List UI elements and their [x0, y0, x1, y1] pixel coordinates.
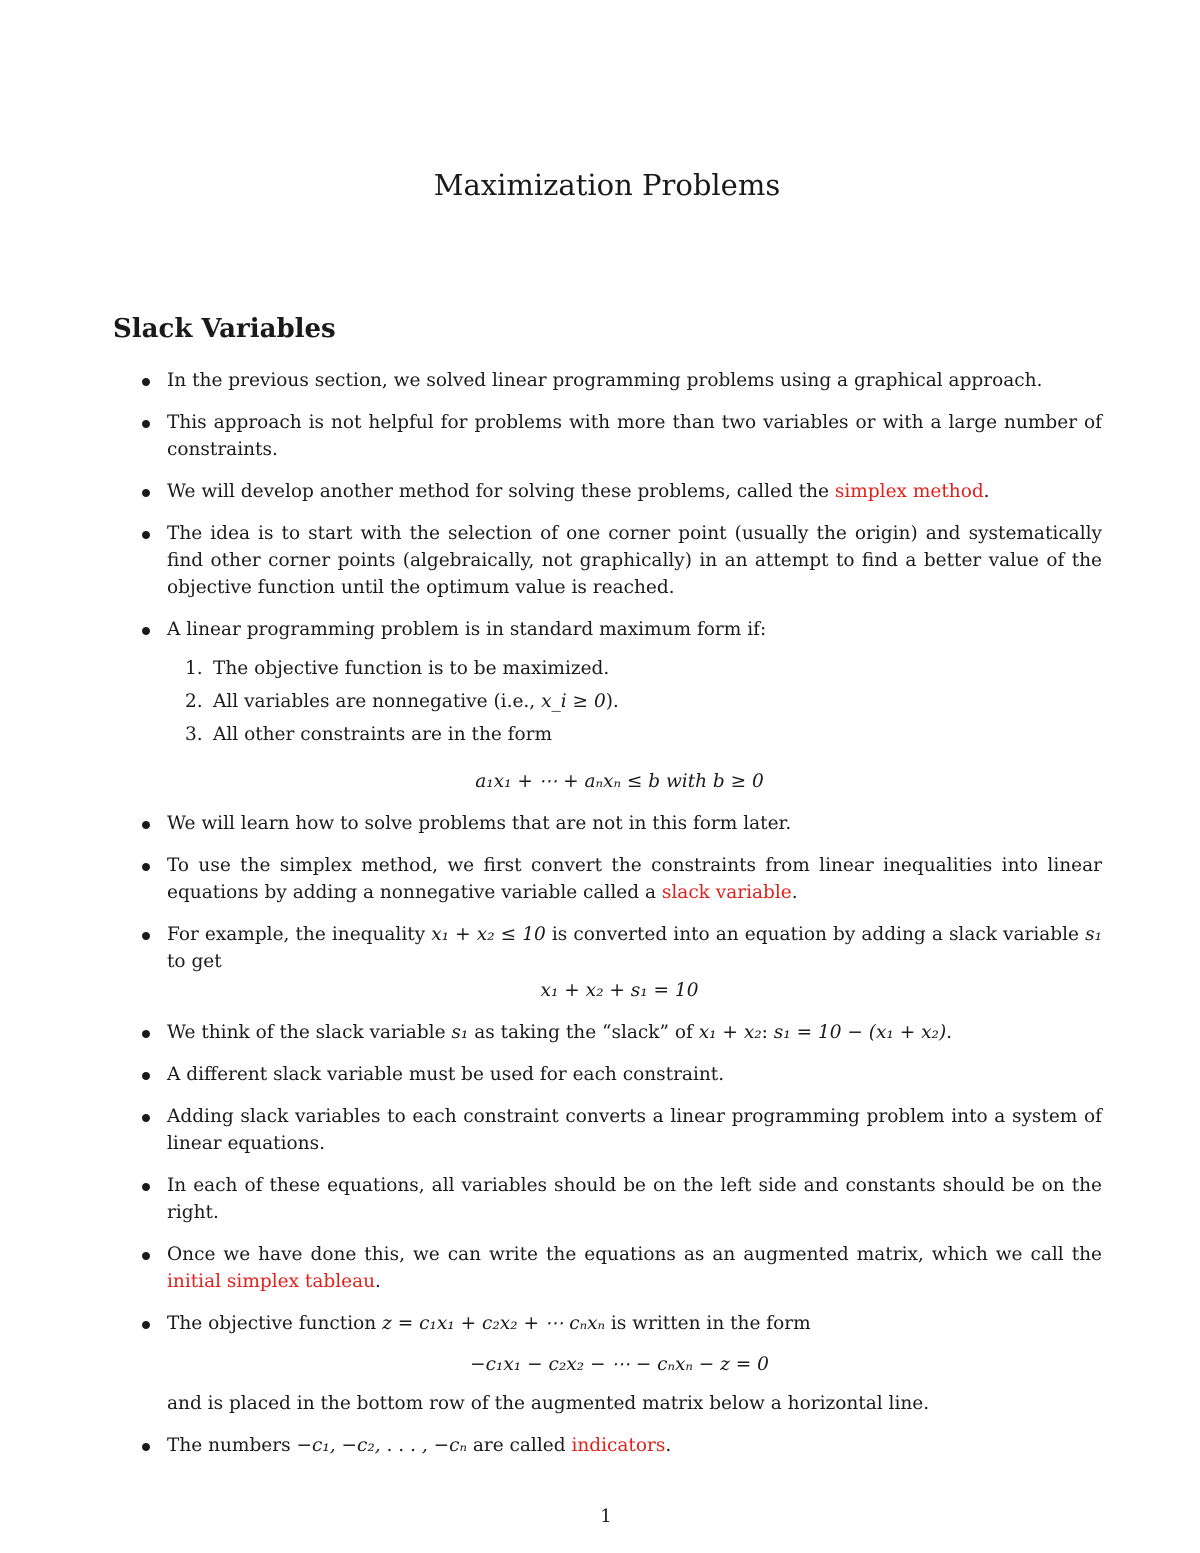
list-item: We will develop another method for solving these problems, called the simplex method. — [138, 478, 1102, 505]
inline-math: z = c₁x₁ + c₂x₂ + ⋯ cₙxₙ — [382, 1313, 606, 1334]
display-equation: x₁ + x₂ + s₁ = 10 — [540, 980, 699, 1001]
term-slack-variable: slack variable — [661, 882, 792, 903]
paragraph-continuation: and is placed in the bottom row of the augmented matrix below a horizontal line. — [167, 1393, 930, 1414]
list-item: The numbers −c₁, −c₂, . . . , −cₙ are called indicators. — [138, 1432, 1102, 1459]
inline-math: s₁ = 10 − (x₁ + x₂) — [773, 1022, 947, 1043]
page-title: Maximization Problems — [433, 168, 781, 202]
list-item: In the previous section, we solved linear programming problems using a graphical approach. — [138, 367, 1102, 394]
inline-math: s₁ — [1085, 924, 1102, 945]
list-item: A different slack variable must be used for each constraint. — [138, 1061, 1102, 1088]
page-number: 1 — [600, 1506, 612, 1527]
term-simplex-method: simplex method — [834, 481, 984, 502]
inline-math: x₁ + x₂ ≤ 10 — [431, 924, 546, 945]
display-equation: a₁x₁ + ⋯ + aₙxₙ ≤ b with b ≥ 0 — [475, 771, 764, 792]
section-heading: Slack Variables — [113, 314, 336, 344]
list-item: The objective function z = c₁x₁ + c₂x₂ + ⋯ cₙxₙ is written in the form −c₁x₁ − c₂x₂ − ⋯ − cₙxₙ − z = 0 and is placed in the bottom row of the augmented matrix below a horizontal line. — [138, 1310, 1102, 1417]
inline-math: x₁ + x₂ — [698, 1022, 762, 1043]
list-item: The idea is to start with the selection of one corner point (usually the origin) and systematically find other corner points (algebraically, not graphically) in an attempt to find a better value of the objective function until the optimum value is reached. — [138, 520, 1102, 601]
list-item: For example, the inequality x₁ + x₂ ≤ 10 is converted into an equation by adding a slack variable s₁ to get x₁ + x₂ + s₁ = 10 — [138, 921, 1102, 1004]
inline-math: s₁ — [451, 1022, 469, 1043]
numbered-list — [167, 655, 1102, 754]
numbered-item: 3. All other constraints are in the form — [185, 724, 553, 745]
term-initial-simplex-tableau: initial simplex tableau — [167, 1271, 376, 1292]
list-item: We think of the slack variable s₁ as taking the “slack” of x₁ + x₂: s₁ = 10 − (x₁ + x₂). — [138, 1019, 1102, 1046]
list-item: In each of these equations, all variables should be on the left side and constants should be on the right. — [138, 1172, 1102, 1226]
numbered-item: 1. The objective function is to be maximized. — [185, 658, 610, 679]
bullet-list — [138, 367, 1102, 1474]
list-item: This approach is not helpful for problems with more than two variables or with a large number of constraints. — [138, 409, 1102, 463]
list-item: Adding slack variables to each constraint converts a linear programming problem into a system of linear equations. — [138, 1103, 1102, 1157]
numbered-item: 2. All variables are nonnegative (i.e., x_i ≥ 0). — [185, 691, 619, 712]
inline-math: −c₁, −c₂, . . . , −cₙ — [296, 1435, 467, 1456]
list-item: We will learn how to solve problems that are not in this form later. — [138, 810, 1102, 837]
inline-math: x_i ≥ 0 — [541, 691, 606, 712]
display-equation: −c₁x₁ − c₂x₂ − ⋯ − cₙxₙ − z = 0 — [470, 1354, 769, 1375]
list-item: A linear programming problem is in standard maximum form if: 1. The objective function is to be maximized. 2. All variables are nonnegative (i.e., x_i ≥ 0). 3. All other constraints are in the form a₁x₁ + ⋯ + aₙxₙ ≤ b with b ≥ 0 — [138, 616, 1102, 795]
list-item: To use the simplex method, we first convert the constraints from linear inequalities into linear equations by adding a nonnegative variable called a slack variable. — [138, 852, 1102, 906]
list-item: Once we have done this, we can write the equations as an augmented matrix, which we call the initial simplex tableau. — [138, 1241, 1102, 1295]
term-indicators: indicators — [571, 1435, 666, 1456]
